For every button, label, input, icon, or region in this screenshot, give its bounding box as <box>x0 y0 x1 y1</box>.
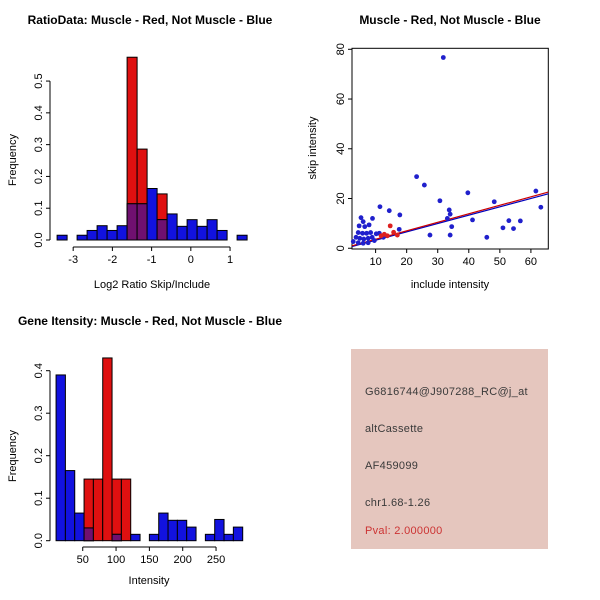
scatter-point <box>366 240 371 245</box>
x-tick-label: 0 <box>187 254 194 266</box>
hist-bar-blue <box>187 220 197 240</box>
scatter-point <box>357 223 362 228</box>
hist-bar-blue <box>233 527 242 541</box>
y-axis-label: skip intensity <box>307 116 319 180</box>
scatter-point <box>397 213 402 218</box>
panel-ratio-histogram <box>0 0 300 300</box>
hist-bar-overlap <box>157 220 167 240</box>
hist-bar-overlap <box>112 534 121 540</box>
x-tick-label: 60 <box>524 256 538 268</box>
scatter-point <box>361 219 366 224</box>
splice-type-text: altCassette <box>365 423 424 435</box>
hist-bar-red <box>93 479 102 541</box>
y-tick-label: 0.4 <box>33 105 45 121</box>
scatter-point <box>372 238 377 243</box>
hist-bar-blue <box>56 375 65 541</box>
hist-bar-blue <box>147 189 157 240</box>
scatter-point <box>366 236 371 241</box>
scatter-series-muscle <box>379 223 400 238</box>
y-tick-label: 0.0 <box>33 533 45 549</box>
scatter-point <box>484 235 489 240</box>
x-tick-label: 100 <box>106 554 126 566</box>
scatter-point <box>361 237 366 242</box>
x-tick-label: 250 <box>206 554 226 566</box>
x-tick-label: 50 <box>493 256 506 268</box>
panel-intensity-scatter <box>300 0 600 300</box>
hist-bar-overlap <box>137 204 147 240</box>
x-tick-label: -3 <box>68 254 79 266</box>
scatter-point <box>428 233 433 238</box>
hist-bar-blue <box>65 471 74 541</box>
pval-text: Pval: 2.000000 <box>365 525 443 537</box>
x-tick-label: 200 <box>173 554 192 566</box>
hist-bar-blue <box>131 534 140 540</box>
scatter-point <box>364 231 369 236</box>
x-axis-label: Log2 Ratio Skip/Include <box>93 279 211 291</box>
hist-bar-blue <box>237 235 247 240</box>
scatter-point <box>492 199 497 204</box>
hist-bar-blue <box>177 226 187 240</box>
scatter-point <box>465 190 470 195</box>
scatter-point <box>351 239 356 244</box>
hist-bar-blue <box>217 230 227 240</box>
scatter-point <box>388 223 393 228</box>
y-tick-label: 0.3 <box>33 136 45 153</box>
ratio-histogram-chart <box>0 0 300 300</box>
hist-bar-blue <box>197 226 207 240</box>
y-tick-label: 40 <box>335 142 347 155</box>
chart-title: RatioData: Muscle - Red, Not Muscle - Blue <box>27 13 273 27</box>
scatter-point <box>506 218 511 223</box>
accession-text: AF459099 <box>365 460 419 472</box>
scatter-point <box>378 204 383 209</box>
scatter-point <box>362 224 367 229</box>
chromosome-location-text: chr1.68-1.26 <box>365 497 431 509</box>
scatter-point <box>367 222 372 227</box>
x-tick-label: 1 <box>226 254 234 266</box>
y-tick-label: 0.5 <box>33 73 45 89</box>
hist-bar-blue <box>215 519 224 540</box>
gene-info-box <box>351 349 548 549</box>
scatter-point <box>385 233 390 238</box>
chart-title: Muscle - Red, Not Muscle - Blue <box>359 13 541 27</box>
scatter-point <box>447 208 452 213</box>
intensity-scatter-chart <box>300 0 600 300</box>
scatter-point <box>449 224 454 229</box>
y-axis-label: Frequency <box>7 134 19 186</box>
scatter-point <box>397 227 402 232</box>
hist-bar-blue <box>207 220 217 240</box>
hist-bar-blue <box>177 520 186 540</box>
scatter-point <box>414 174 419 179</box>
hist-bar-blue <box>224 534 233 540</box>
x-axis-label: include intensity <box>410 279 490 291</box>
scatter-point <box>538 205 543 210</box>
hist-bar-overlap <box>84 528 93 541</box>
panel-gene-info <box>300 300 600 600</box>
scatter-point <box>368 230 373 235</box>
y-tick-label: 20 <box>335 192 347 205</box>
scatter-point <box>441 55 446 60</box>
scatter-point <box>361 241 366 246</box>
scatter-point <box>445 216 450 221</box>
scatter-point <box>448 212 453 217</box>
x-tick-label: 50 <box>76 554 89 566</box>
hist-bar-blue <box>205 534 214 540</box>
y-tick-label: 0.1 <box>33 200 45 216</box>
x-tick-label: 40 <box>462 256 475 268</box>
hist-bar-blue <box>87 230 97 240</box>
hist-bar-red <box>121 479 130 541</box>
scatter-point <box>387 208 392 213</box>
y-axis-label: Frequency <box>7 430 19 482</box>
scatter-point <box>356 230 361 235</box>
panel-gene-intensity-histogram <box>0 300 300 600</box>
y-tick-label: 0.3 <box>33 405 45 421</box>
scatter-point <box>448 233 453 238</box>
hist-bar-blue <box>159 513 168 541</box>
hist-bar-blue <box>77 235 87 240</box>
y-tick-label: 60 <box>335 92 347 106</box>
hist-bar-overlap <box>127 204 137 240</box>
hist-bar-blue <box>75 513 84 541</box>
hist-bar-blue <box>107 230 117 240</box>
histogram-bars <box>56 358 243 541</box>
hist-bar-blue <box>187 527 196 541</box>
scatter-series-not_muscle <box>351 55 543 246</box>
hist-bar-blue <box>57 235 67 240</box>
y-tick-label: 0.0 <box>33 232 45 248</box>
scatter-point <box>511 226 516 231</box>
hist-bar-blue <box>97 226 107 240</box>
hist-bar-blue <box>167 214 177 240</box>
scatter-point <box>518 218 523 223</box>
scatter-point <box>356 240 361 245</box>
scatter-point <box>422 183 427 188</box>
scatter-point <box>501 225 506 230</box>
y-tick-label: 0.2 <box>33 168 45 185</box>
x-tick-label: -1 <box>146 254 157 266</box>
x-tick-label: 20 <box>400 256 413 268</box>
x-tick-label: 30 <box>431 256 444 268</box>
histogram-bars <box>57 57 247 240</box>
scatter-point <box>470 218 475 223</box>
y-tick-label: 0.2 <box>33 448 45 464</box>
y-tick-label: 80 <box>335 43 347 56</box>
gene-intensity-histogram-chart <box>0 300 300 600</box>
scatter-point <box>370 216 375 221</box>
y-tick-label: 0 <box>335 245 347 252</box>
hist-bar-blue <box>168 520 177 540</box>
scatter-point <box>533 189 538 194</box>
hist-bar-red <box>112 479 121 541</box>
hist-bar-blue <box>117 226 127 240</box>
hist-bar-red <box>103 358 112 541</box>
chart-title: Gene Itensity: Muscle - Red, Not Muscle - Blue <box>17 314 283 328</box>
y-tick-label: 0.4 <box>33 363 45 379</box>
x-axis-label: Intensity <box>128 575 170 587</box>
probeset-id-text: G6816744@J907288_RC@j_at <box>365 386 528 398</box>
scatter-point <box>395 233 400 238</box>
scatter-point <box>357 236 362 241</box>
x-tick-label: 10 <box>369 256 382 268</box>
x-tick-label: 150 <box>140 554 159 566</box>
scatter-point <box>438 198 443 203</box>
x-tick-label: -2 <box>107 254 118 266</box>
y-tick-label: 0.1 <box>33 490 45 506</box>
hist-bar-blue <box>149 534 158 540</box>
